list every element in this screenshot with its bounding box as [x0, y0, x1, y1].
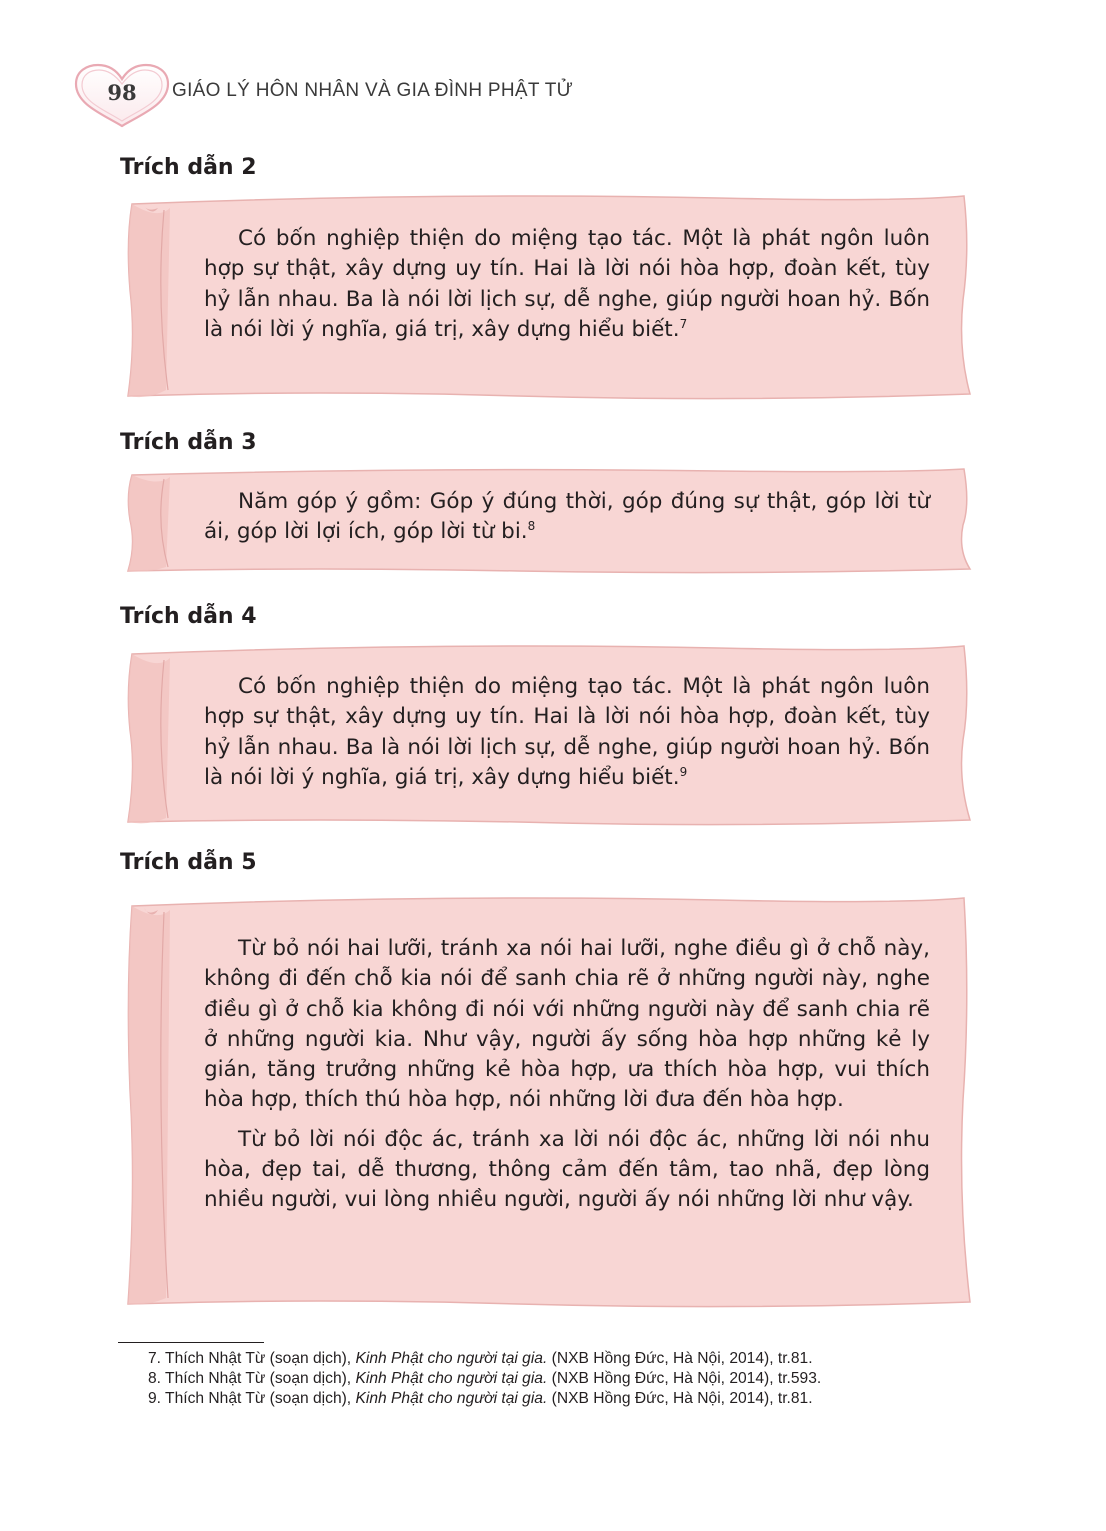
section-title-quote-3: Trích dẫn 3 [120, 430, 257, 455]
quote-text-3 [204, 487, 930, 548]
page-number: 98 [107, 80, 137, 105]
quote-paragraph: Từ bỏ nói hai lưỡi, tránh xa nói hai lưỡi, nghe điều gì ở chỗ này, không đi đến chỗ kia nói để sanh chia rẽ ở những người này, nghe điều gì ở chỗ kia không đi nói với những người này để sanh chia rẽ ở những người kia. Như vậy, người ấy sống hòa hợp những kẻ ly gián, tăng trưởng những kẻ hòa hợp, ưa thích hòa hợp, vui thích hòa hợp, thích thú hòa hợp, nói những lời đưa đến hòa hợp. [204, 936, 930, 1113]
footnote-ref: 7 [679, 316, 688, 331]
footnote-8: 8. Thích Nhật Từ (soạn dịch), Kinh Phật cho người tại gia. (NXB Hồng Đức, Hà Nội, 2014), tr.593. [148, 1370, 822, 1387]
page-header [72, 62, 1032, 132]
quote-paragraph: Từ bỏ lời nói độc ác, tránh xa lời nói độc ác, những lời nói nhu hòa, đẹp tai, dễ thương, thông cảm đến tâm, tao nhã, đẹp lòng nhiều người, vui lòng nhiều người, người ấy nói những lời như vậy. [204, 1126, 930, 1213]
quote-scroll-5 [118, 890, 976, 1310]
footnote-ref: 9 [679, 764, 688, 779]
footnote-9: 9. Thích Nhật Từ (soạn dịch), Kinh Phật cho người tại gia. (NXB Hồng Đức, Hà Nội, 2014), tr.81. [148, 1390, 813, 1407]
running-title: GIÁO LÝ HÔN NHÂN VÀ GIA ĐÌNH PHẬT TỬ [172, 80, 574, 101]
footnote-divider [118, 1342, 264, 1343]
section-title-quote-4: Trích dẫn 4 [120, 604, 257, 629]
footnote-7: 7. Thích Nhật Từ (soạn dịch), Kinh Phật cho người tại gia. (NXB Hồng Đức, Hà Nội, 2014), tr.81. [148, 1350, 813, 1367]
footnotes [118, 1349, 975, 1409]
footnote-ref: 8 [527, 519, 536, 534]
quote-text-5 [204, 934, 930, 1216]
quote-paragraph: Có bốn nghiệp thiện do miệng tạo tác. Một là phát ngôn luôn hợp sự thật, xây dựng uy tín. Hai là lời nói hòa hợp, đoàn kết, tùy hỷ lẫn nhau. Ba là nói lời lịch sự, dễ nghe, giúp người hoan hỷ. Bốn là nói lời ý nghĩa, giá trị, xây dựng hiểu biết.$^7$ [204, 226, 930, 342]
quote-text-2 [204, 224, 930, 345]
section-title-quote-2: Trích dẫn 2 [120, 155, 257, 180]
quote-paragraph: Có bốn nghiệp thiện do miệng tạo tác. Một là phát ngôn luôn hợp sự thật, xây dựng uy tín. Hai là lời nói hòa hợp, đoàn kết, tùy hỷ lẫn nhau. Ba là nói lời lịch sự, dễ nghe, giúp người hoan hỷ. Bốn là nói lời ý nghĩa, giá trị, xây dựng hiểu biết.$^9$ [204, 674, 930, 790]
quote-scroll-4 [118, 640, 976, 828]
quote-paragraph: Năm góp ý gồm: Góp ý đúng thời, góp đúng sự thật, góp lời từ ái, góp lời lợi ích, góp lời từ bi.$^8$ [204, 489, 930, 545]
quote-scroll-3 [118, 465, 976, 575]
section-title-quote-5: Trích dẫn 5 [120, 850, 257, 875]
quote-scroll-2 [118, 190, 976, 402]
quote-text-4 [204, 672, 930, 793]
